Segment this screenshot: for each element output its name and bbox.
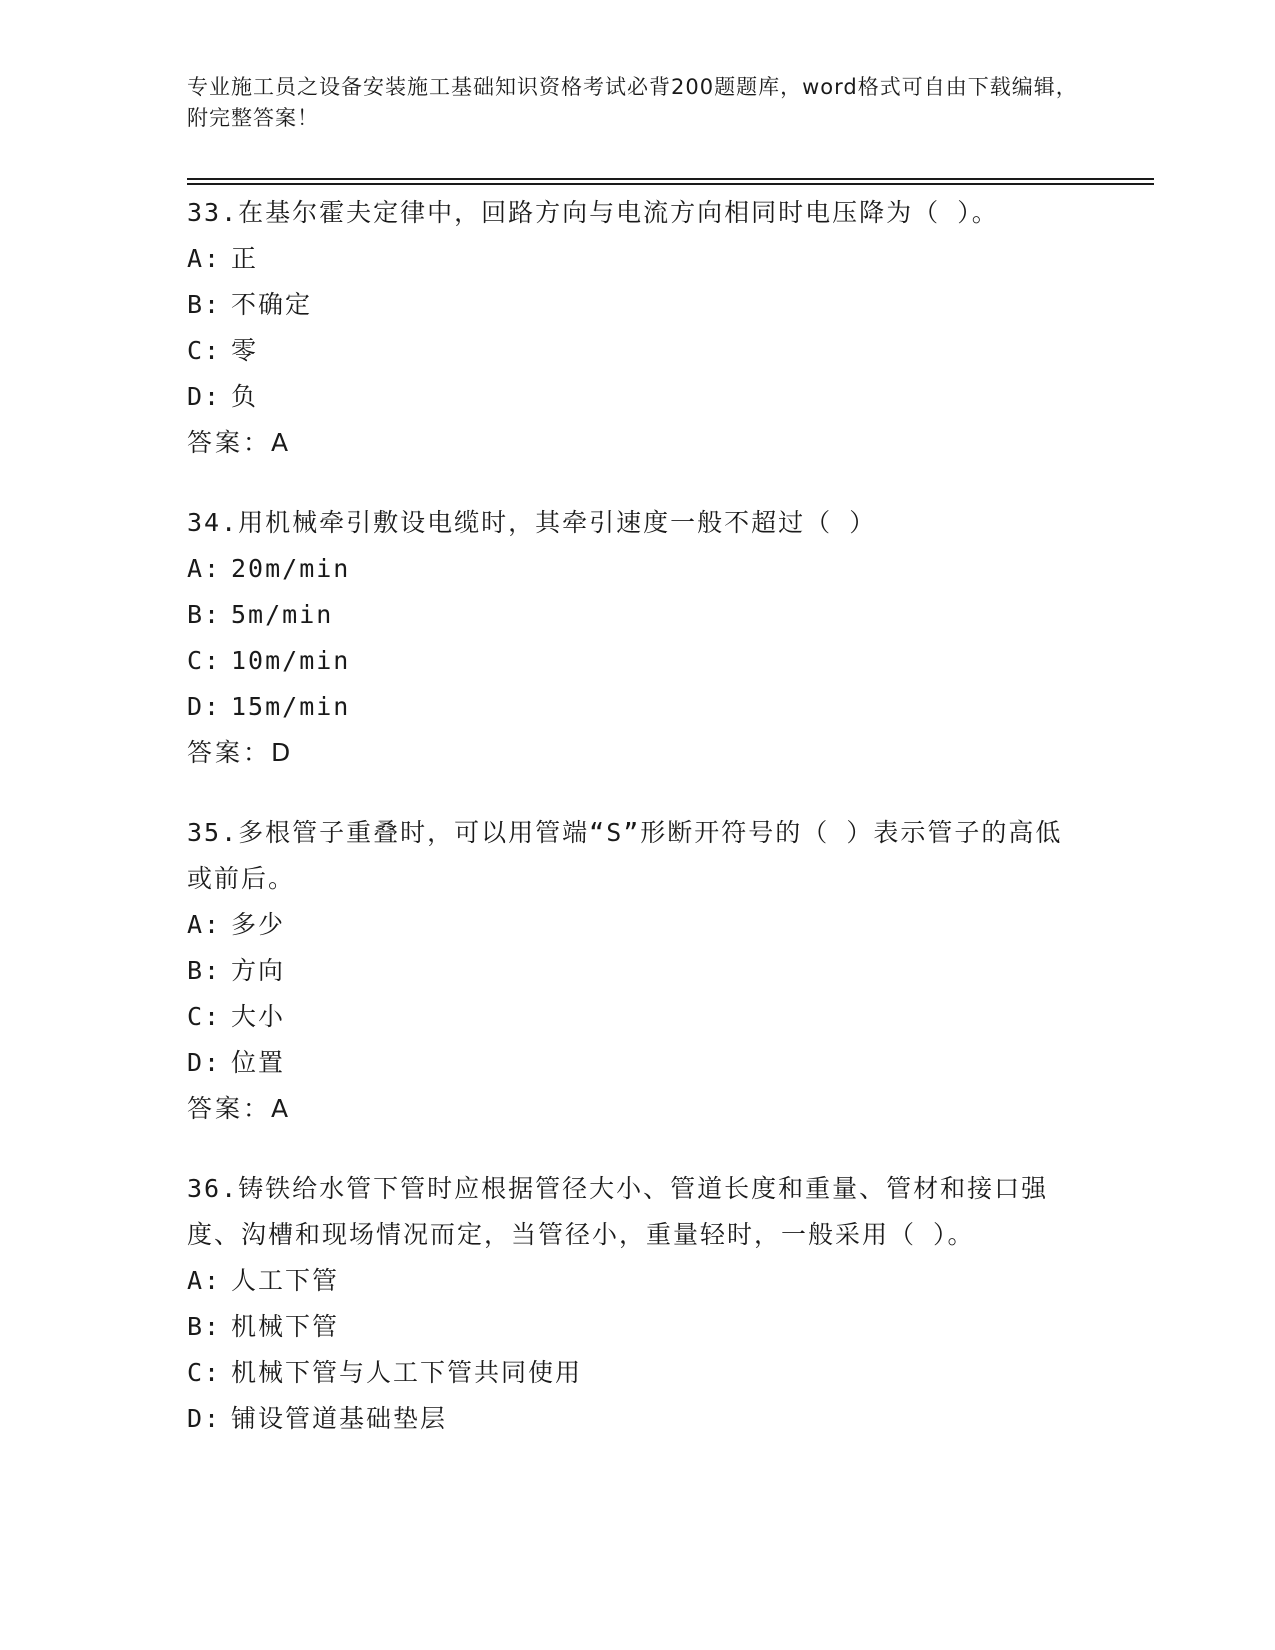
header-divider-top: [187, 178, 1154, 180]
option-a: [187, 902, 1087, 948]
option-c: [187, 1350, 1087, 1396]
question-34: [187, 500, 1087, 776]
option-text: 铺设管道基础垫层: [231, 1404, 448, 1433]
option-letter: C:: [187, 1358, 222, 1387]
option-letter: C:: [187, 1002, 222, 1031]
option-letter: D:: [187, 1404, 222, 1433]
option-c: [187, 638, 1087, 684]
option-text: 不确定: [231, 290, 313, 319]
option-letter: A:: [187, 910, 222, 939]
option-letter: A:: [187, 554, 222, 583]
option-text: 人工下管: [231, 1266, 340, 1295]
option-d: [187, 374, 1087, 420]
answer-line: 答案：A: [187, 1094, 292, 1123]
option-letter: B:: [187, 290, 222, 319]
option-letter: D:: [187, 692, 222, 721]
answer-line: 答案：A: [187, 428, 292, 457]
question-35: [187, 810, 1087, 1132]
option-text: 大小: [231, 1002, 286, 1031]
option-letter: B:: [187, 1312, 222, 1341]
question-36: [187, 1166, 1087, 1442]
option-letter: A:: [187, 1266, 222, 1295]
option-d: [187, 1040, 1087, 1086]
question-stem: 35.多根管子重叠时，可以用管端“S”形断开符号的（ ）表示管子的高低或前后。: [187, 818, 1063, 893]
option-text: 负: [231, 382, 259, 411]
option-text: 位置: [231, 1048, 286, 1077]
document-header: 专业施工员之设备安装施工基础知识资格考试必背200题题库，word格式可自由下载编辑，附完整答案！: [187, 75, 1078, 130]
option-text: 机械下管与人工下管共同使用: [231, 1358, 583, 1387]
option-a: [187, 1258, 1087, 1304]
question-list: [187, 190, 1087, 1476]
option-b: [187, 1304, 1087, 1350]
option-letter: C:: [187, 646, 222, 675]
question-stem: 36.铸铁给水管下管时应根据管径大小、管道长度和重量、管材和接口强度、沟槽和现场情况而定，当管径小，重量轻时，一般采用（ ）。: [187, 1174, 1049, 1249]
option-c: [187, 328, 1087, 374]
option-text: 多少: [231, 910, 286, 939]
option-letter: B:: [187, 600, 222, 629]
option-d: [187, 1396, 1087, 1442]
question-stem: 33.在基尔霍夫定律中，回路方向与电流方向相同时电压降为（ ）。: [187, 198, 999, 227]
option-text: 15m/min: [231, 692, 351, 721]
option-letter: D:: [187, 1048, 222, 1077]
option-letter: B:: [187, 956, 222, 985]
option-b: [187, 948, 1087, 994]
option-text: 机械下管: [231, 1312, 340, 1341]
option-letter: D:: [187, 382, 222, 411]
option-text: 5m/min: [231, 600, 334, 629]
question-33: [187, 190, 1087, 466]
option-letter: C:: [187, 336, 222, 365]
option-d: [187, 684, 1087, 730]
option-text: 20m/min: [231, 554, 351, 583]
option-text: 方向: [231, 956, 286, 985]
answer-line: 答案：D: [187, 738, 294, 767]
option-a: [187, 236, 1087, 282]
option-text: 正: [231, 244, 259, 273]
option-letter: A:: [187, 244, 222, 273]
option-a: [187, 546, 1087, 592]
option-text: 零: [231, 336, 259, 365]
option-text: 10m/min: [231, 646, 351, 675]
option-c: [187, 994, 1087, 1040]
question-stem: 34.用机械牵引敷设电缆时，其牵引速度一般不超过（ ）: [187, 508, 877, 537]
option-b: [187, 282, 1087, 328]
header-divider-bottom: [187, 183, 1154, 185]
option-b: [187, 592, 1087, 638]
